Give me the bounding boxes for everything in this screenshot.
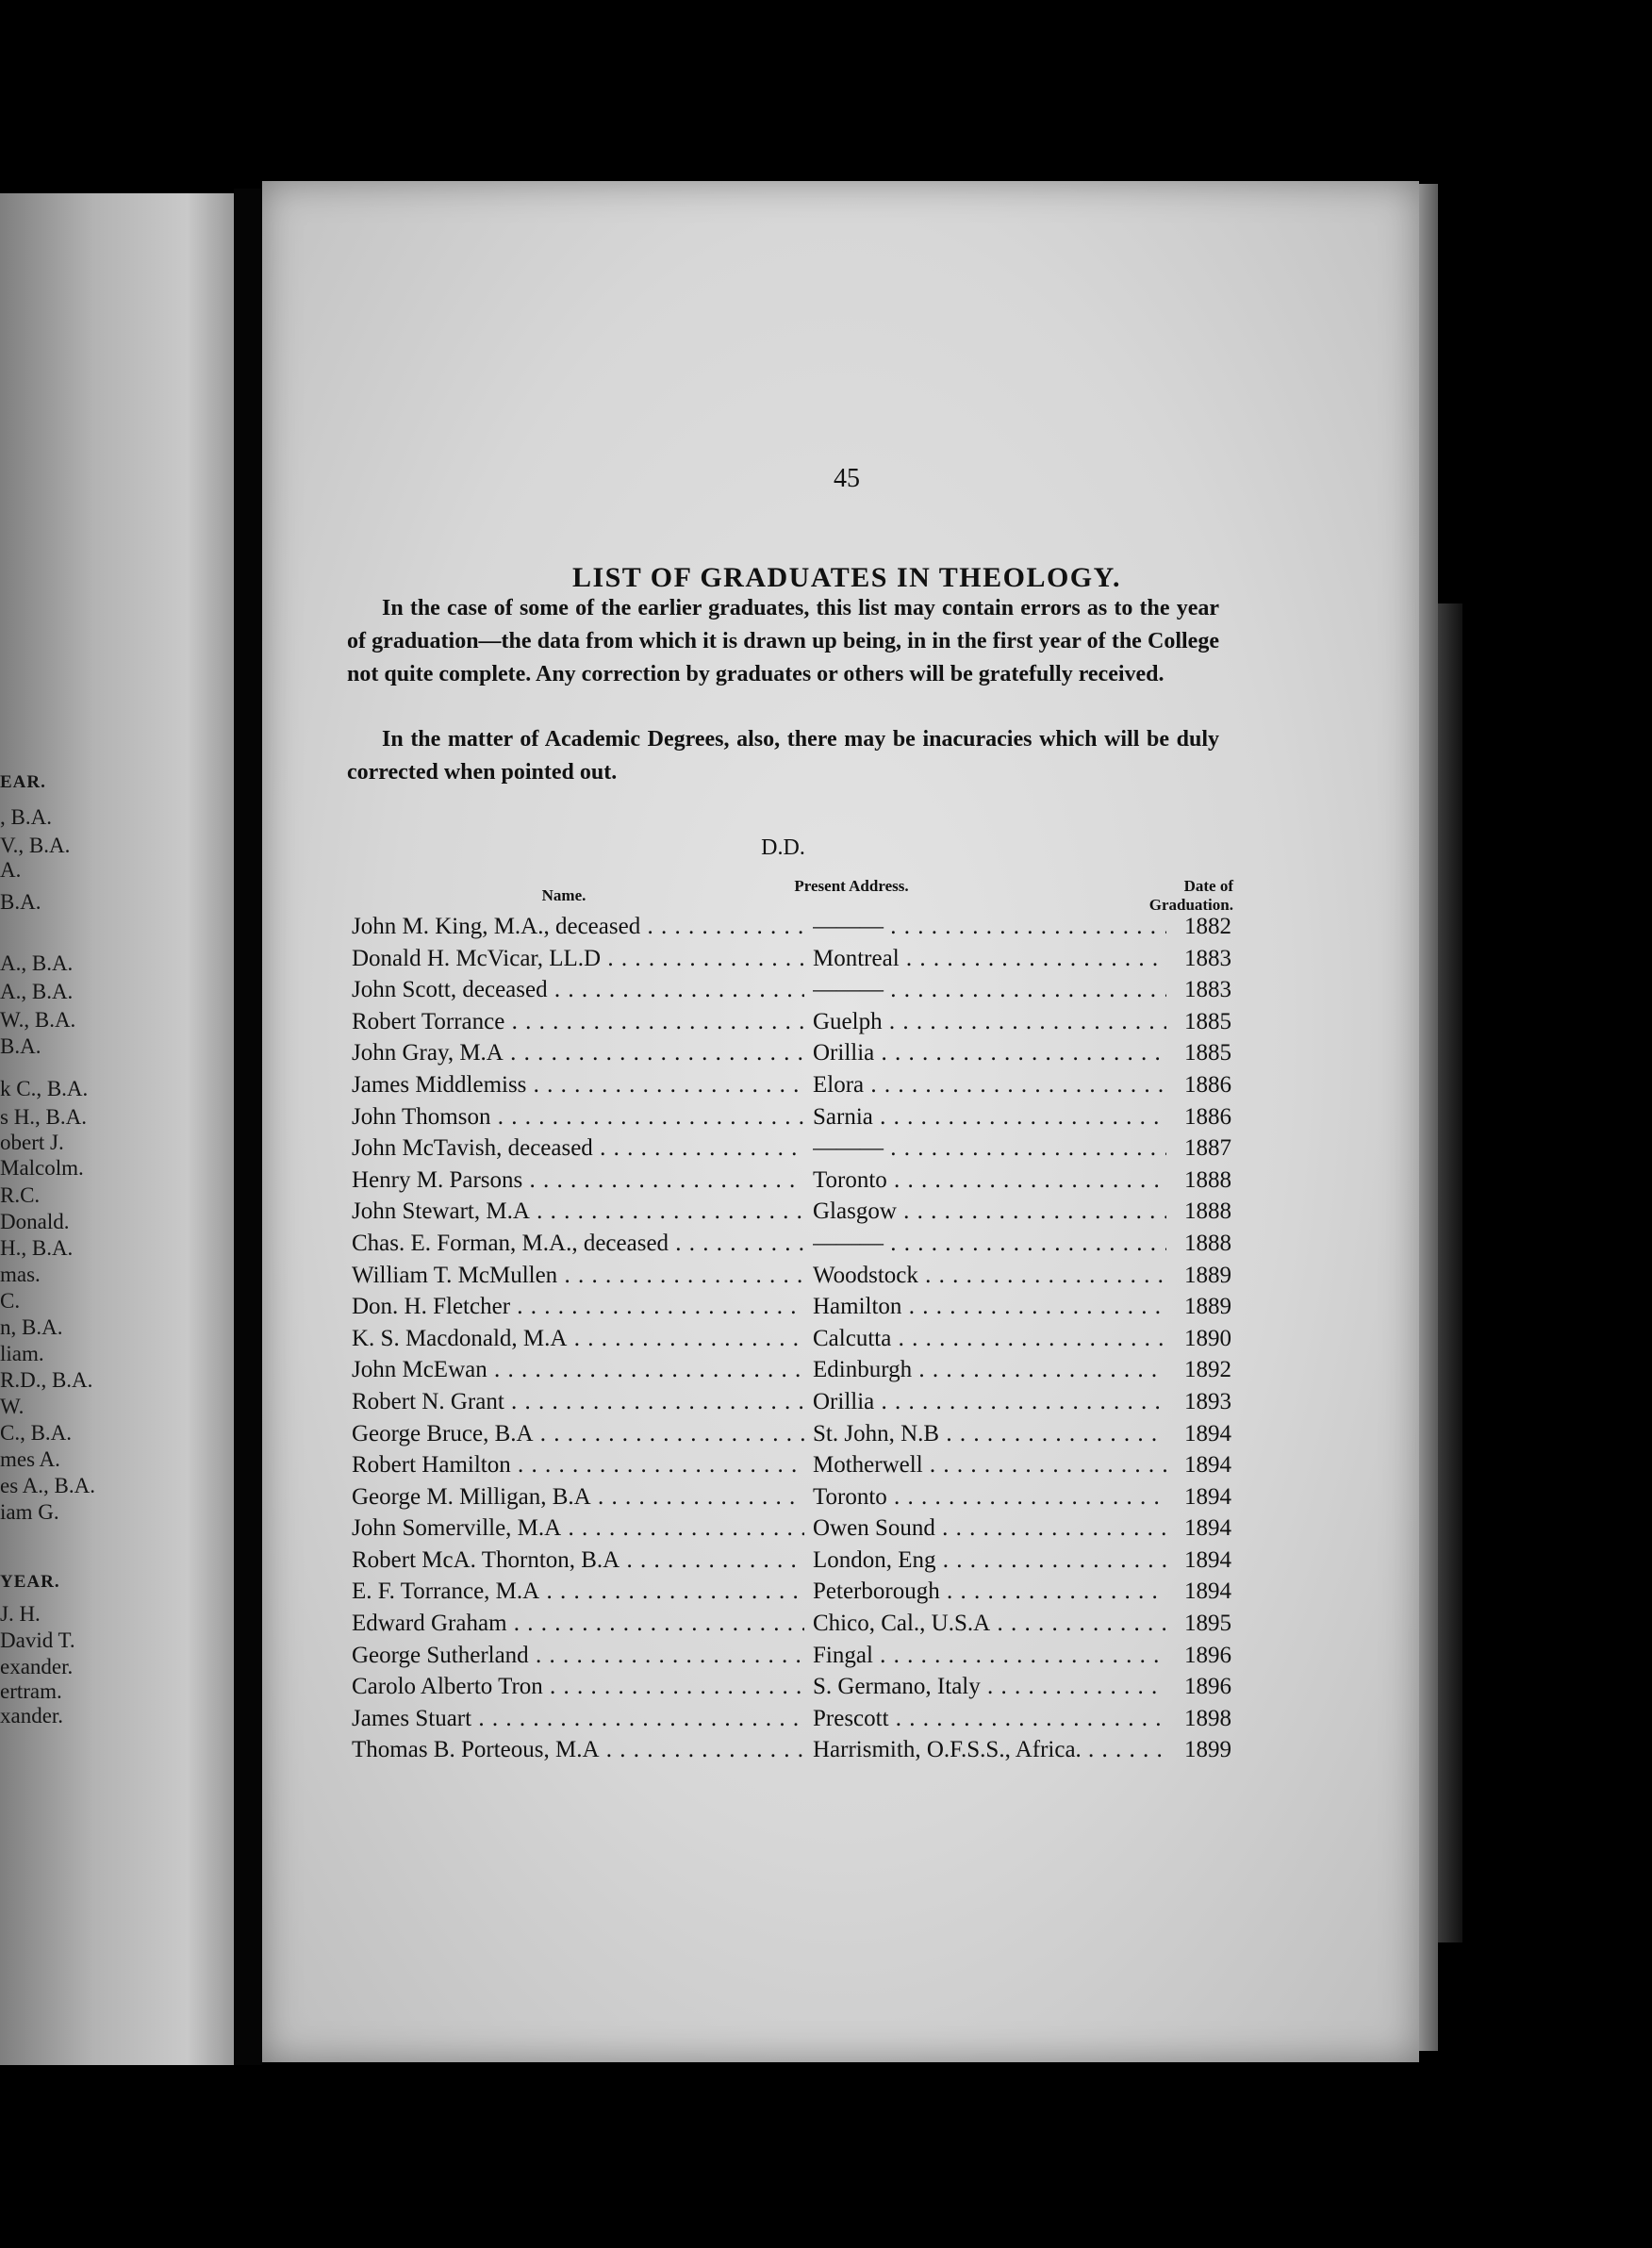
graduate-address: Chico, Cal., U.S.A . . . [813,1608,1166,1640]
table-row [347,1323,1233,1355]
table-row [347,1703,1233,1735]
graduate-address: Orillia . . . [813,1037,1166,1069]
table-row [347,1386,1233,1418]
graduation-year: 1889 [1184,1262,1231,1288]
graduate-name: William T. McMullen . . . [352,1260,804,1292]
graduation-year: 1895 [1184,1611,1231,1637]
graduation-year: 1883 [1184,945,1231,971]
graduation-year: 1886 [1184,1071,1231,1098]
section-heading-dd: D.D. [761,835,805,860]
graduate-address: Harrismith, O.F.S.S., Africa. . . . [813,1734,1166,1766]
graduate-name: George Sutherland . . . [352,1640,804,1672]
table-row [347,1069,1233,1101]
left-page-text-fragments [0,193,234,2065]
graduate-name: John McTavish, deceased . . . [352,1132,804,1165]
left-page-fragment: B.A. [0,890,41,914]
page-edge-shadow [1438,603,1462,1942]
graduation-year: 1890 [1184,1325,1231,1351]
graduate-address: Peterborough . . . [813,1576,1166,1608]
table-row [347,1196,1233,1228]
graduation-year: 1896 [1184,1642,1231,1668]
graduate-address: Sarnia . . . [813,1101,1166,1133]
graduate-name: Don. H. Fletcher . . . [352,1291,804,1323]
table-row [347,1576,1233,1608]
graduation-year: 1889 [1184,1294,1231,1320]
left-page-fragment: mes A. [0,1447,60,1471]
graduate-address: Motherwell . . . [813,1449,1166,1481]
table-row [347,1260,1233,1292]
graduate-address: Woodstock . . . [813,1260,1166,1292]
graduate-address: ——— . . . [813,974,1166,1006]
book-gutter [234,189,262,2065]
graduate-name: John Stewart, M.A . . . [352,1196,804,1228]
table-row [347,1545,1233,1577]
table-row [347,1354,1233,1386]
left-page-fragment: obert J. [0,1131,64,1154]
graduation-year: 1888 [1184,1166,1231,1193]
left-page-fragment: V., B.A. [0,834,71,857]
graduate-address: ——— . . . [813,1132,1166,1165]
graduate-name: John Gray, M.A . . . [352,1037,804,1069]
graduation-year: 1894 [1184,1515,1231,1542]
left-page-fragment: k C., B.A. [0,1077,89,1100]
table-row [347,943,1233,975]
graduation-year: 1899 [1184,1737,1231,1763]
table-row [347,1228,1233,1260]
left-page-fragment: ertram. [0,1679,62,1703]
left-facing-page [0,193,234,2065]
graduation-year: 1885 [1184,1040,1231,1066]
table-row [347,1449,1233,1481]
left-page-fragment: Donald. [0,1210,70,1233]
left-page-fragment: R.C. [0,1183,41,1207]
left-page-fragment: H., B.A. [0,1236,74,1260]
left-page-fragment: J. H. [0,1602,41,1626]
graduate-name: Donald H. McVicar, LL.D . . . [352,943,804,975]
graduate-name: John Thomson . . . [352,1101,804,1133]
table-row [347,1608,1233,1640]
graduate-name: Henry M. Parsons . . . [352,1165,804,1197]
left-page-fragment: C. [0,1289,21,1313]
graduation-year: 1888 [1184,1198,1231,1225]
intro-paragraph-errors: In the case of some of the earlier graduates, this list may contain errors as to the year of graduation—the data from which it is drawn up being, in in the first year of the College not quite complete. Any correction by graduates or others will be gratefully received. [347,596,1219,686]
graduate-address: Calcutta . . . [813,1323,1166,1355]
table-row [347,1671,1233,1703]
left-page-fragment: W. [0,1395,25,1418]
graduate-address: Orillia . . . [813,1386,1166,1418]
graduate-address: Toronto . . . [813,1165,1166,1197]
table-row [347,911,1233,943]
graduate-name: E. F. Torrance, M.A . . . [352,1576,804,1608]
left-page-fragment: iam G. [0,1500,59,1524]
graduate-name: James Stuart . . . [352,1703,804,1735]
graduation-year: 1882 [1184,914,1231,939]
graduate-address: Guelph . . . [813,1006,1166,1038]
left-page-fragment: YEAR. [0,1572,60,1592]
left-page-fragment: David T. [0,1628,75,1652]
graduate-address: ——— . . . [813,911,1166,943]
graduation-year: 1883 [1184,977,1231,1003]
left-page-fragment: , B.A. [0,805,52,829]
graduate-name: George Bruce, B.A . . . [352,1418,804,1450]
graduate-address: St. John, N.B . . . [813,1418,1166,1450]
table-row [347,1734,1233,1766]
graduation-year: 1894 [1184,1579,1231,1605]
graduate-name: Edward Graham . . . [352,1608,804,1640]
graduate-name: Robert Hamilton . . . [352,1449,804,1481]
column-header-name: Name. [541,886,586,904]
graduate-name: Robert McA. Thornton, B.A . . . [352,1545,804,1577]
graduate-name: Robert Torrance . . . [352,1006,804,1038]
graduate-name: Carolo Alberto Tron . . . [352,1671,804,1703]
graduate-name: John McEwan . . . [352,1354,804,1386]
left-page-fragment: exander. [0,1655,74,1678]
graduates-table [347,911,1233,1766]
graduation-year: 1893 [1184,1388,1231,1414]
table-row [347,1101,1233,1133]
graduation-year: 1894 [1184,1452,1231,1479]
left-page-fragment: R.D., B.A. [0,1368,93,1392]
left-page-fragment: liam. [0,1342,44,1365]
graduate-address: Toronto . . . [813,1481,1166,1513]
left-page-fragment: s H., B.A. [0,1105,88,1129]
graduation-year: 1894 [1184,1546,1231,1573]
graduate-name: Thomas B. Porteous, M.A . . . [352,1734,804,1766]
left-page-fragment: A. [0,858,22,882]
graduate-name: Chas. E. Forman, M.A., deceased . . . [352,1228,804,1260]
page-title: LIST OF GRADUATES IN THEOLOGY. [571,562,1122,593]
table-row [347,1165,1233,1197]
table-row [347,974,1233,1006]
table-row [347,1418,1233,1450]
graduate-name: K. S. Macdonald, M.A . . . [352,1323,804,1355]
graduate-address: Glasgow . . . [813,1196,1166,1228]
graduate-name: James Middlemiss . . . [352,1069,804,1101]
graduation-year: 1887 [1184,1135,1231,1162]
left-page-fragment: mas. [0,1263,41,1286]
graduate-address: S. Germano, Italy . . . [813,1671,1166,1703]
column-header-date: Date of Graduation. [1148,877,1233,914]
table-row [347,1006,1233,1038]
left-page-fragment: EAR. [0,772,46,792]
graduate-address: London, Eng . . . [813,1545,1166,1577]
graduate-name: John Somerville, M.A . . . [352,1512,804,1545]
graduation-year: 1896 [1184,1674,1231,1700]
graduate-address: ——— . . . [813,1228,1166,1260]
graduation-year: 1885 [1184,1008,1231,1034]
graduate-address: Edinburgh . . . [813,1354,1166,1386]
graduation-year: 1898 [1184,1705,1231,1731]
left-page-fragment: C., B.A. [0,1421,73,1445]
left-page-fragment: A., B.A. [0,951,74,975]
table-row [347,1291,1233,1323]
table-row [347,1640,1233,1672]
left-page-fragment: n, B.A. [0,1315,63,1339]
intro-paragraph-degrees: In the matter of Academic Degrees, also, there may be inacuracies which will be duly corrected when pointed out. [347,727,1219,785]
left-page-fragment: es A., B.A. [0,1474,95,1497]
table-row [347,1512,1233,1545]
graduate-name: John Scott, deceased . . . [352,974,804,1006]
graduate-address: Fingal . . . [813,1640,1166,1672]
left-page-fragment: B.A. [0,1034,41,1058]
graduate-address: Hamilton . . . [813,1291,1166,1323]
graduation-year: 1892 [1184,1357,1231,1383]
graduate-address: Montreal . . . [813,943,1166,975]
left-page-fragment: W., B.A. [0,1008,76,1032]
graduation-year: 1888 [1184,1230,1231,1256]
left-page-fragment: A., B.A. [0,980,74,1003]
graduation-year: 1886 [1184,1103,1231,1130]
page-number: 45 [834,464,860,493]
graduation-year: 1894 [1184,1483,1231,1510]
table-row [347,1132,1233,1165]
left-page-fragment: Malcolm. [0,1156,84,1180]
graduation-year: 1894 [1184,1420,1231,1446]
page-edge [1419,184,1438,2051]
graduate-name: George M. Milligan, B.A . . . [352,1481,804,1513]
column-header-address: Present Address. [794,877,909,895]
left-page-fragment: xander. [0,1704,64,1727]
graduate-address: Prescott . . . [813,1703,1166,1735]
table-row [347,1481,1233,1513]
table-row [347,1037,1233,1069]
graduate-name: Robert N. Grant . . . [352,1386,804,1418]
graduate-address: Elora . . . [813,1069,1166,1101]
graduate-name: John M. King, M.A., deceased . . . [352,911,804,943]
graduate-address: Owen Sound . . . [813,1512,1166,1545]
right-page [262,181,1419,2062]
